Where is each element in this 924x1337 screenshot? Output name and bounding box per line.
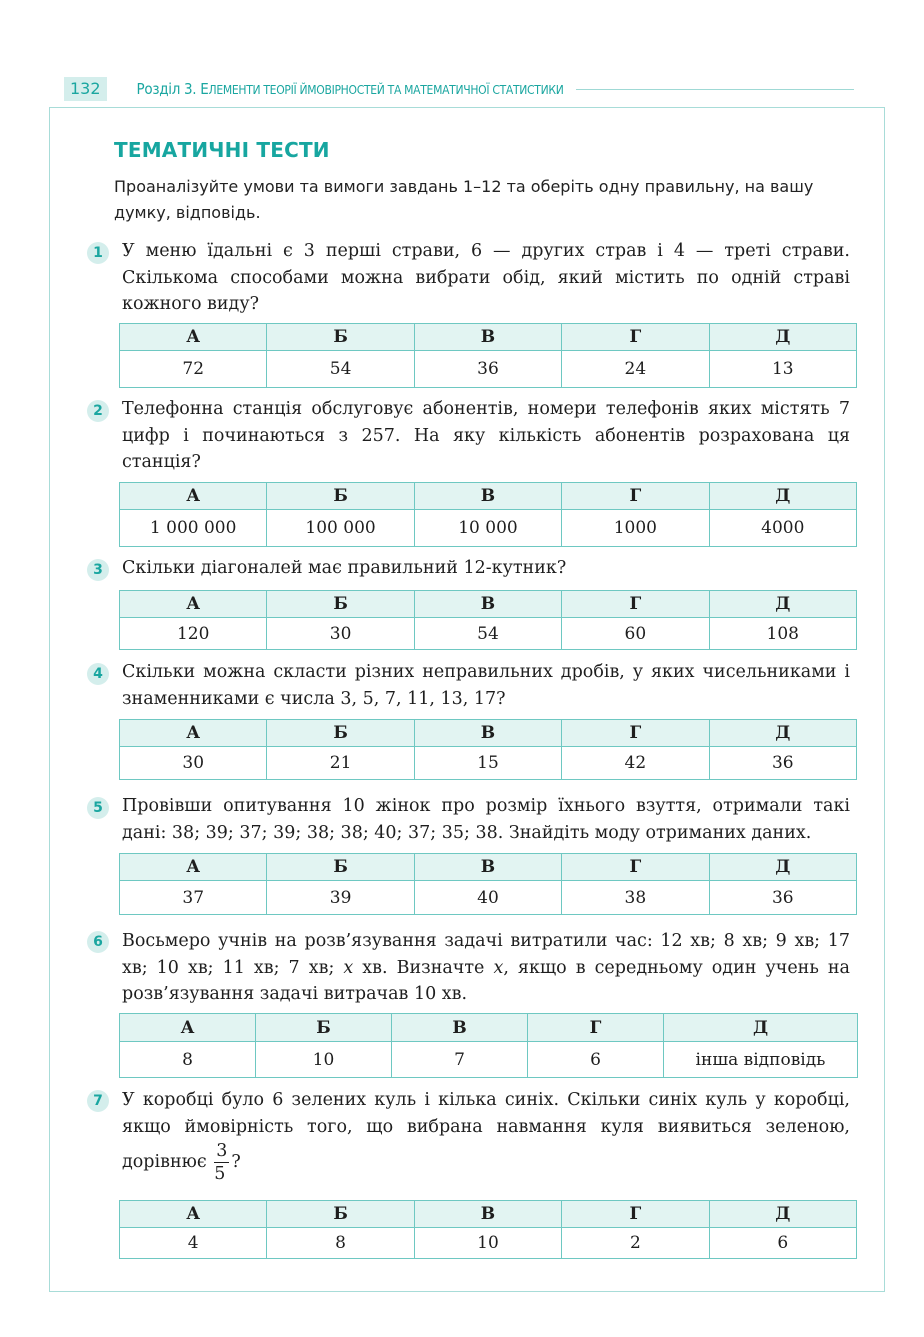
fraction-denominator: 5 [214,1164,226,1184]
variable-x: x [493,957,504,978]
answer-option[interactable]: 108 [709,618,856,650]
answer-option[interactable]: 36 [709,747,856,780]
task-text-6 [122,928,850,1008]
answer-letter: А [120,720,267,747]
answer-table-4 [119,719,857,780]
answer-option[interactable]: 60 [562,618,709,650]
header-rule [576,89,855,90]
task-number-3: 3 [87,559,109,581]
answer-option[interactable]: 54 [414,618,561,650]
answer-option[interactable]: 42 [562,747,709,780]
answer-option[interactable]: 37 [120,881,267,915]
task-text-6-part-a: Восьмеро учнів на розв’язування задачі витратили час: 12 хв; 8 хв; 9 хв; 17 хв; 10 хв; 11 хв; 7 хв; [122,931,850,978]
answer-table-3 [119,590,857,650]
task-number-7: 7 [87,1090,109,1112]
answer-option[interactable]: 54 [267,351,414,388]
answer-letter: А [120,483,267,510]
chapter-title-first: Е [200,80,209,98]
task-text-5: Провівши опитування 10 жінок про розмір їхнього взуття, отримали такі дані: 38; 39; 37; 39; 38; 38; 40; 37; 35; 38. Знайдіть моду отриманих даних. [122,796,850,843]
page-header [64,75,854,103]
answer-option[interactable]: 10 000 [414,510,561,547]
answer-option[interactable]: 4 [120,1228,267,1259]
answer-letter: В [414,1201,561,1228]
answer-letter: Г [562,324,709,351]
answer-option[interactable]: 21 [267,747,414,780]
answer-letter: В [414,854,561,881]
answer-table-6 [119,1013,858,1078]
task-text-2: Телефонна станція обслуговує абонентів, номери телефонів яких містять 7 цифр і починаються з 257. На яку кількість абонентів розрахована ця станція? [122,399,850,472]
chapter-title [137,80,564,98]
answer-option[interactable]: 72 [120,351,267,388]
answer-letter: Б [267,1201,414,1228]
answer-letter: Г [528,1014,664,1042]
answer-option[interactable]: 8 [120,1042,256,1078]
fraction-numerator: 3 [216,1141,228,1161]
answer-letter: Г [562,854,709,881]
answer-option[interactable]: 15 [414,747,561,780]
answer-letter: А [120,324,267,351]
answer-option[interactable]: 40 [414,881,561,915]
answer-option[interactable]: 2 [562,1228,709,1259]
answer-option[interactable]: інша відповідь [664,1042,858,1078]
chapter-label: Розділ 3. [136,80,201,98]
task-number-1: 1 [87,242,109,264]
answer-letter: Б [267,591,414,618]
answer-option[interactable]: 7 [392,1042,528,1078]
answer-letter: Б [267,854,414,881]
answer-option[interactable]: 4000 [709,510,856,547]
answer-letter: Г [562,591,709,618]
answer-option[interactable]: 100 000 [267,510,414,547]
answer-option[interactable]: 13 [709,351,856,388]
answer-letter: Д [709,854,856,881]
answer-option[interactable]: 10 [256,1042,392,1078]
task-text-7-part-a: У коробці було 6 зелених куль і кілька синіх. Скільки синіх куль у коробці, якщо ймовірність того, що вибрана навмання куля виявиться зеленою, дорівнює [122,1090,850,1172]
task-text-7 [122,1087,850,1185]
answer-letter: В [414,720,561,747]
answer-letter: Д [709,1201,856,1228]
answer-option[interactable]: 30 [267,618,414,650]
answer-letter: Б [267,483,414,510]
answer-option[interactable]: 24 [562,351,709,388]
answer-letter: Г [562,483,709,510]
answer-option[interactable]: 120 [120,618,267,650]
answer-option[interactable]: 10 [414,1228,561,1259]
answer-letter: А [120,854,267,881]
answer-option[interactable]: 1 000 000 [120,510,267,547]
task-text-3: Скільки діагоналей має правильний 12-кутник? [122,558,567,578]
answer-table-5 [119,853,857,915]
answer-letter: Д [664,1014,858,1042]
answer-letter: В [414,591,561,618]
task-number-5: 5 [87,797,109,819]
answer-letter: А [120,1014,256,1042]
answer-option[interactable]: 38 [562,881,709,915]
task-text-7-part-b: ? [231,1152,241,1172]
answer-table-2 [119,482,857,547]
answer-option[interactable]: 39 [267,881,414,915]
answer-option[interactable]: 36 [414,351,561,388]
answer-option[interactable]: 8 [267,1228,414,1259]
intro-text: Проаналізуйте умови та вимоги завдань 1–12 та оберіть одну правильну, на вашу думку, відповідь. [114,177,814,222]
answer-option[interactable]: 30 [120,747,267,780]
task-text-4: Скільки можна скласти різних неправильних дробів, у яких чисельниками і знаменниками є числа 3, 5, 7, 11, 13, 17? [122,662,850,709]
page-number: 132 [64,77,107,101]
answer-letter: А [120,591,267,618]
answer-letter: Г [562,720,709,747]
task-text-6-part-c: , якщо в середньому один учень на розв’язування задачі витрачав 10 хв. [122,957,850,1004]
task-number-6: 6 [87,931,109,953]
task-number-2: 2 [87,400,109,422]
task-number-4: 4 [87,663,109,685]
answer-letter: Г [562,1201,709,1228]
answer-letter: В [414,483,561,510]
answer-table-7 [119,1200,857,1259]
task-text-1: У меню їдальні є 3 перші страви, 6 — других страв і 4 — треті страви. Скількома способами можна вибрати обід, який містить по одній страві кожного виду? [122,241,850,314]
answer-letter: Д [709,483,856,510]
answer-option[interactable]: 6 [709,1228,856,1259]
answer-letter: В [414,324,561,351]
answer-letter: Д [709,591,856,618]
answer-letter: Б [267,720,414,747]
answer-option[interactable]: 6 [528,1042,664,1078]
variable-x: x [343,957,354,978]
answer-table-1 [119,323,857,388]
answer-letter: Б [256,1014,392,1042]
answer-letter: А [120,1201,267,1228]
answer-letter: Д [709,720,856,747]
answer-option[interactable]: 1000 [562,510,709,547]
answer-letter: В [392,1014,528,1042]
chapter-title-rest: ЛЕМЕНТИ ТЕОРІЇ ЙМОВІРНОСТЕЙ ТА МАТЕМАТИЧНОЇ СТАТИСТИКИ [208,83,564,97]
answer-letter: Д [709,324,856,351]
section-title: ТЕМАТИЧНІ ТЕСТИ [114,138,330,162]
answer-letter: Б [267,324,414,351]
answer-option[interactable]: 36 [709,881,856,915]
task-text-6-part-b: хв. Визначте [353,957,494,978]
fraction [214,1140,229,1185]
